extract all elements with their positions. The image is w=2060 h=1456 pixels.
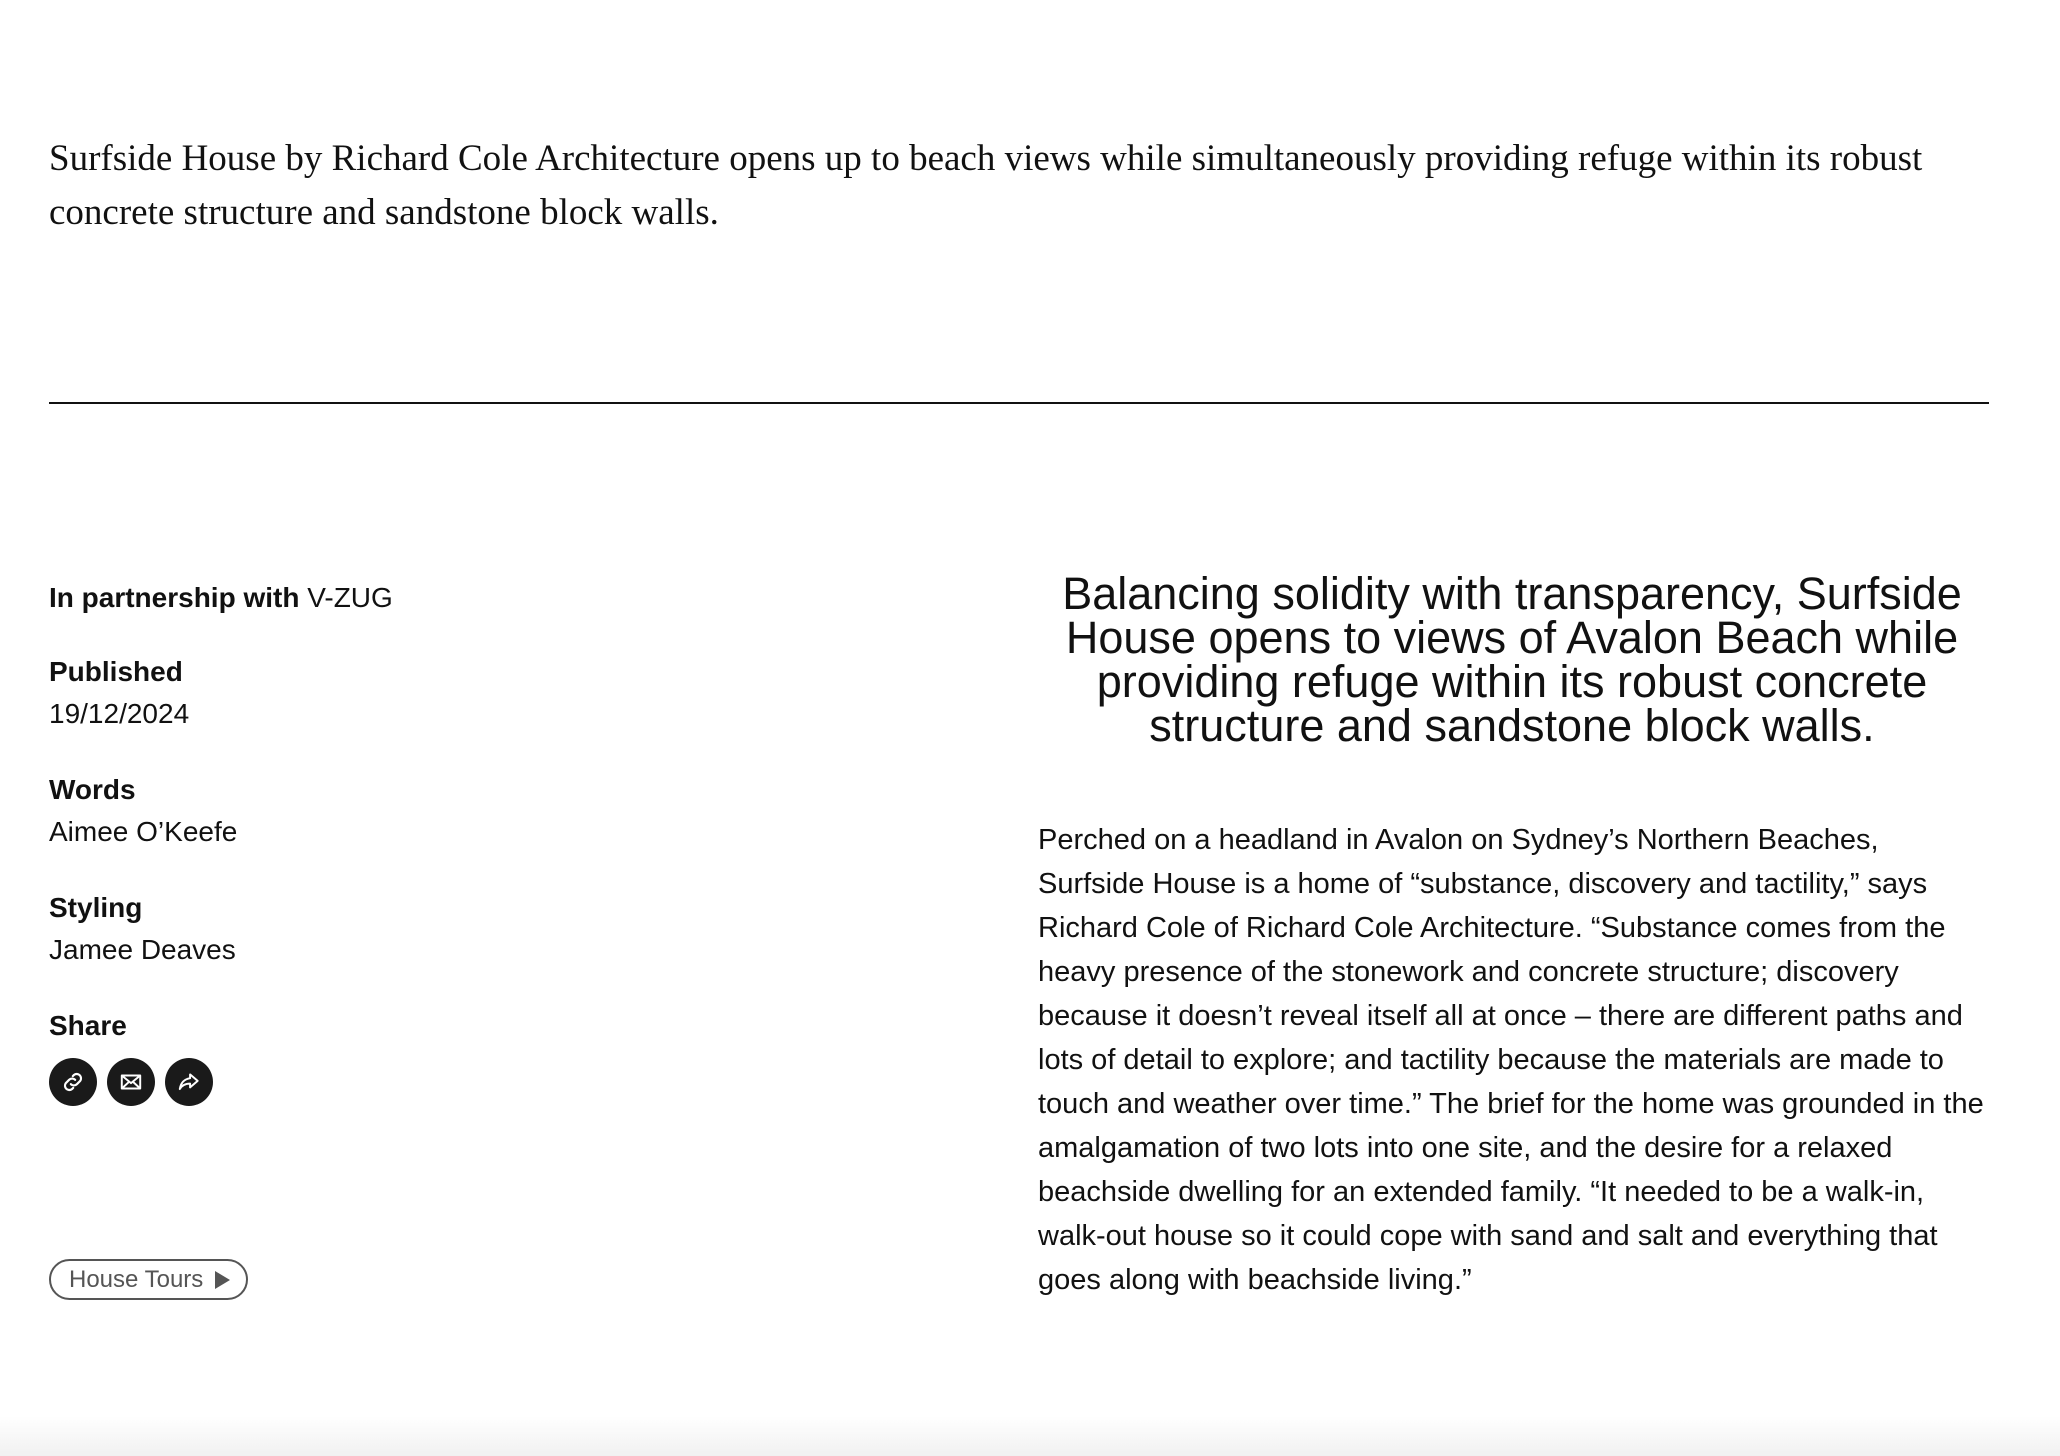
divider (49, 402, 1989, 404)
partner-line (49, 578, 949, 618)
share-icons (49, 1058, 949, 1106)
partner-label: In partnership with (49, 582, 300, 613)
copy-link-button[interactable] (49, 1058, 97, 1106)
share-block (49, 1006, 949, 1106)
share-button[interactable] (165, 1058, 213, 1106)
partner-value: V-ZUG (307, 582, 393, 613)
stylist-name: Jamee Deaves (49, 934, 236, 965)
words-label: Words (49, 774, 136, 805)
pull-quote: Balancing solidity with transparency, Surfside House opens to views of Avalon Beach while providing refuge within its robust concrete structure and sandstone block walls. (1062, 568, 1962, 751)
article-body-paragraph: Perched on a headland in Avalon on Sydney’s Northern Beaches, Surfside House is a home of “substance, discovery and tactility,” says Richard Cole of Richard Cole Architecture. “Substance comes from the heavy presence of the stonework and concrete structure; discovery because it doesn’t reveal itself all at once – there are different paths and lots of detail to explore; and tactility because the materials are made to touch and weather over time.” The brief for the home was grounded in the amalgamation of two lots into one site, and the desire for a relaxed beachside dwelling for an extended family. “It needed to be a walk-in, walk-out house so it could cope with sand and salt and everything that goes along with beachside living.” (1038, 824, 1984, 1296)
page-bottom-shade (0, 1416, 2060, 1456)
article-intro: Surfside House by Richard Cole Architecture opens up to beach views while simultaneously providing refuge within its robust concrete structure and sandstone block walls. (49, 138, 1923, 233)
tag-label: House Tours (69, 1265, 204, 1293)
styling-block (49, 888, 949, 972)
mail-icon (118, 1069, 144, 1095)
published-block (49, 652, 949, 736)
article-meta (49, 578, 949, 1106)
share-arrow-icon (176, 1069, 202, 1095)
play-icon (215, 1271, 230, 1289)
share-label: Share (49, 1010, 127, 1041)
published-date: 19/12/2024 (49, 698, 190, 729)
styling-label: Styling (49, 892, 143, 923)
published-label: Published (49, 656, 183, 687)
words-block (49, 770, 949, 854)
link-icon (60, 1069, 86, 1095)
email-share-button[interactable] (107, 1058, 155, 1106)
author-name: Aimee O’Keefe (49, 816, 238, 847)
house-tours-tag[interactable] (49, 1259, 248, 1300)
